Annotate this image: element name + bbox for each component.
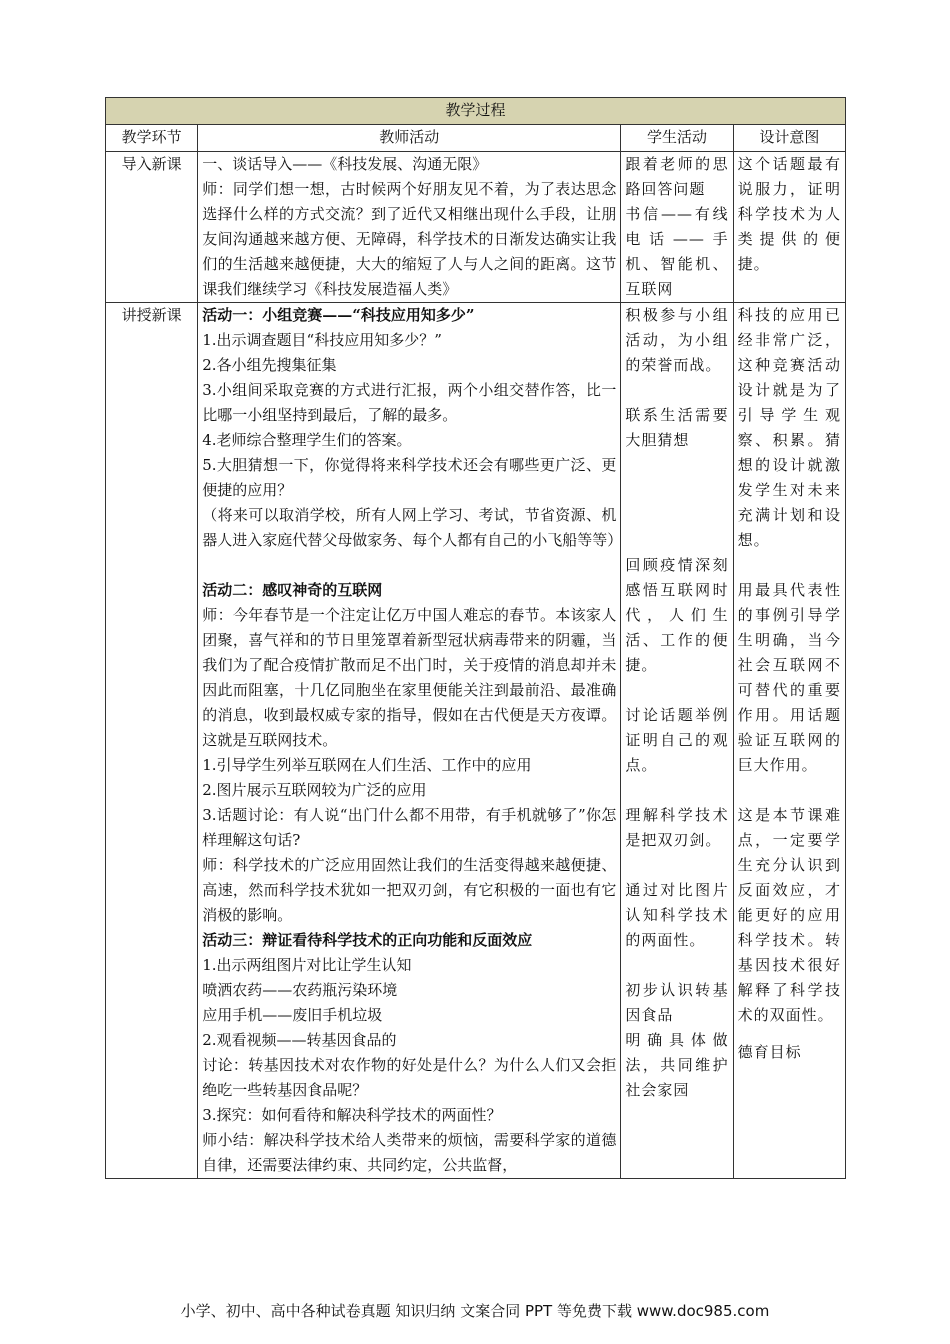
lesson-plan-sheet [105, 97, 846, 1179]
design-lesson [733, 303, 845, 1179]
spacer [625, 778, 728, 803]
table-header-row [106, 125, 846, 152]
design-intro [733, 152, 845, 303]
activity1-item: 2.各小组先搜集征集 [202, 356, 337, 374]
header-teacher: 教师活动 [198, 125, 621, 152]
activity3-title: 活动三：辩证看待科学技术的正向功能和反面效应 [202, 931, 533, 949]
teacher-intro [198, 152, 621, 303]
table-row-lesson [106, 303, 846, 1179]
table-row-intro [106, 152, 846, 303]
table-title: 教学过程 [106, 98, 846, 125]
spacer [625, 478, 728, 503]
spacer [738, 1028, 841, 1040]
header-design: 设计意图 [733, 125, 845, 152]
intro-line: 一、谈话导入——《科技发展、沟通无限》 [202, 155, 488, 173]
activity2-title: 活动二：感叹神奇的互联网 [202, 581, 383, 599]
activity2-item: 师：科学技术的广泛应用固然让我们的生活变得越来越便捷、高速，然而科学技术犹如一把双刃剑，有它积极的一面也有它消极的影响。 [202, 856, 617, 924]
activity3-item: 3.探究：如何看待和解决科学技术的两面性？ [202, 1106, 502, 1124]
spacer [738, 778, 841, 803]
stage-intro: 导入新课 [106, 152, 198, 303]
activity1-title: 活动一：小组竞赛——“科技应用知多少” [202, 306, 475, 324]
student-intro [621, 152, 733, 303]
activity1-item: 5.大胆猜想一下，你觉得将来科学技术还会有哪些更广泛、更便捷的应用？ [202, 456, 617, 499]
table-title-row [106, 98, 846, 125]
activity1-item: 3.小组间采取竞赛的方式进行汇报，两个小组交替作答，比一比哪一小组坚持到最后，了解的最多。 [202, 381, 617, 424]
spacer [625, 528, 728, 553]
activity3-item: 1.出示两组图片对比让学生认知 [202, 956, 412, 974]
intro-paragraph: 师：同学们想一想，古时候两个好朋友见不着，为了表达思念选择什么样的方式交流？到了近代又相继出现什么手段，让朋友间沟通越来越方便、无障碍，科学技术的日渐发达确实让我们的生活越来越便捷，大大的缩短了人与人之间的距离。这节课我们继续学习《科技发展造福人类》 [202, 180, 617, 298]
activity2-item: 1.引导学生列举互联网在人们生活、工作中的应用 [202, 756, 532, 774]
spacer [625, 378, 728, 403]
activity3-item: 讨论：转基因技术对农作物的好处是什么？为什么人们又会拒绝吃一些转基因食品呢？ [202, 1056, 617, 1099]
student-intro-text: 跟着老师的思路回答问题 书信——有线电话——手机、智能机、互联网 [625, 155, 729, 298]
design-note: 用最具代表性的事例引导学生明确，当今社会互联网不可替代的重要作用。用话题验证互联网的巨大作用。 [737, 581, 841, 774]
spacer [625, 853, 728, 878]
spacer [625, 453, 728, 478]
spacer [738, 553, 841, 578]
header-stage: 教学环节 [106, 125, 198, 152]
spacer [625, 953, 728, 978]
activity2-item: 2.图片展示互联网较为广泛的应用 [202, 781, 427, 799]
spacer [625, 678, 728, 703]
activity3-item: 应用手机——废旧手机垃圾 [202, 1006, 383, 1024]
student-note: 理解科学技术是把双刃剑。 [625, 806, 729, 849]
activity1-item: （将来可以取消学校，所有人网上学习、考试，节省资源、机器人进入家庭代替父母做家务、每个人都有自己的小飞船等等） [202, 506, 623, 549]
student-note: 讨论话题举例证明自己的观点。 [625, 706, 729, 774]
teaching-process-table [105, 97, 846, 1179]
activity2-item: 师：今年春节是一个注定让亿万中国人难忘的春节。本该家人团聚，喜气祥和的节日里笼罩着新型冠状病毒带来的阴霾，当我们为了配合疫情扩散而足不出门时，关于疫情的消息却并未因此而阻塞，十几亿同胞坐在家里便能关注到最前沿、最准确的消息，收到最权威专家的指导，假如在古代便是天方夜谭。这就是互联网技术。 [202, 606, 617, 749]
design-note: 这是本节课难点，一定要学生充分认识到反面效应，才能更好的应用科学技术。转基因技术很好解释了科学技术的双面性。 [737, 806, 841, 1024]
activity3-item: 2.观看视频——转基因食品的 [202, 1031, 397, 1049]
student-note: 通过对比图片认知科学技术的两面性。 [625, 881, 729, 949]
activity2-item: 3.话题讨论：有人说“出门什么都不用带，有手机就够了”你怎样理解这句话? [202, 806, 617, 849]
student-lesson [621, 303, 733, 1179]
stage-lesson: 讲授新课 [106, 303, 198, 1179]
student-note: 回顾疫情深刻感悟互联网时代，人们生活、工作的便捷。 [625, 556, 729, 674]
teacher-lesson [198, 303, 621, 1179]
student-note: 积极参与小组活动，为小组的荣誉而战。 [625, 306, 729, 374]
design-note: 德育目标 [737, 1043, 802, 1061]
spacer [202, 553, 616, 578]
student-note: 联系生活需要大胆猜想 [625, 406, 729, 449]
activity1-item: 4.老师综合整理学生们的答案。 [202, 431, 412, 449]
header-student: 学生活动 [621, 125, 733, 152]
activity3-item: 喷洒农药——农药瓶污染环境 [202, 981, 398, 999]
design-note: 科技的应用已经非常广泛，这种竞赛活动设计就是为了引导学生观察、积累。猜想的设计就激发学生对未来充满计划和设想。 [737, 306, 841, 549]
activity3-item: 师小结：解决科学技术给人类带来的烦恼，需要科学家的道德自律，还需要法律约束、共同约定，公共监督， [202, 1131, 617, 1174]
student-note: 初步认识转基因食品 明确具体做法，共同维护社会家园 [625, 981, 729, 1099]
activity1-item: 1.出示调查题目“科技应用知多少？” [202, 331, 442, 349]
design-intro-text: 这个话题最有说服力，证明科学技术为人类提供的便捷。 [737, 155, 841, 273]
page-footer: 小学、初中、高中各种试卷真题 知识归纳 文案合同 PPT 等免费下载 www.doc985.com [180, 1302, 770, 1320]
spacer [625, 503, 728, 528]
